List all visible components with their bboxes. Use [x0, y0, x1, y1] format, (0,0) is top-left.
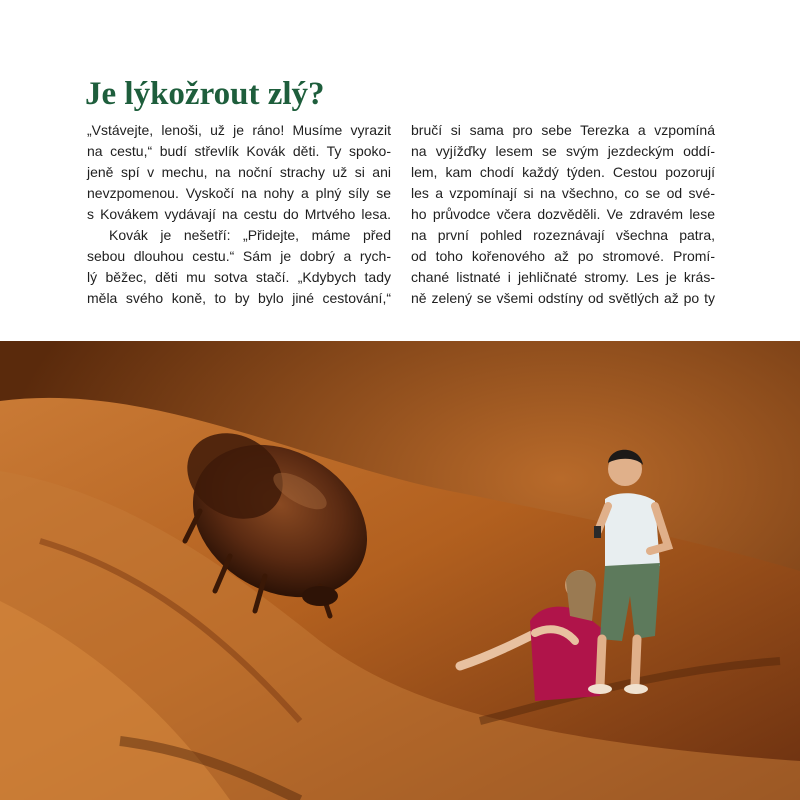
text-line: ně zelený se všemi odstíny od světlých až po ty: [411, 290, 715, 306]
text-line: na první pohled rozeznávají všechna patra,: [411, 227, 715, 243]
text-column-left: [87, 120, 391, 309]
text-column-right: [411, 120, 715, 309]
text-line: nevzpomenou. Vyskočí na nohy a plný síly se: [87, 185, 391, 201]
text-line: chané listnaté i jehličnaté stromy. Les je krás-: [411, 269, 715, 285]
photo-scene: [0, 341, 800, 800]
text-line: Kovák je nešetří: „Přidejte, máme před: [109, 227, 391, 243]
text-line: na vyjížďky lesem se svým jezdeckým oddí-: [411, 143, 715, 159]
text-line: bručí si sama pro sebe Terezka a vzpomíná: [411, 122, 715, 138]
text-line: jeně spí v mechu, na noční strachy už si ani: [87, 164, 391, 180]
text-line: měla svého koně, to by bylo jiné cestování,“: [87, 290, 391, 306]
illustration-photo: [0, 341, 800, 800]
text-line: „Vstávejte, lenoši, už je ráno! Musíme vyrazit: [87, 122, 391, 138]
text-line: od toho kořenového až po stromové. Promí-: [411, 248, 715, 264]
page-title: Je lýkožrout zlý?: [85, 76, 325, 112]
text-line: lý běžec, děti mu sotva stačí. „Kdybych tady: [87, 269, 391, 285]
text-line: lem, kam chodí každý týden. Cestou pozorují: [411, 164, 715, 180]
text-line: les a vzpomínají si na všechno, co se od své-: [411, 185, 715, 201]
text-line: sebou dlouhou cestu.“ Sám je dobrý a rych-: [87, 248, 391, 264]
text-line: ho průvodce včera dozvěděli. Ve zdravém lese: [411, 206, 715, 222]
text-line: na cestu,“ budí střevlík Kovák děti. Ty spoko-: [87, 143, 391, 159]
text-line: s Kovákem vydávají na cestu do Mrtvého lesa.: [87, 206, 391, 222]
